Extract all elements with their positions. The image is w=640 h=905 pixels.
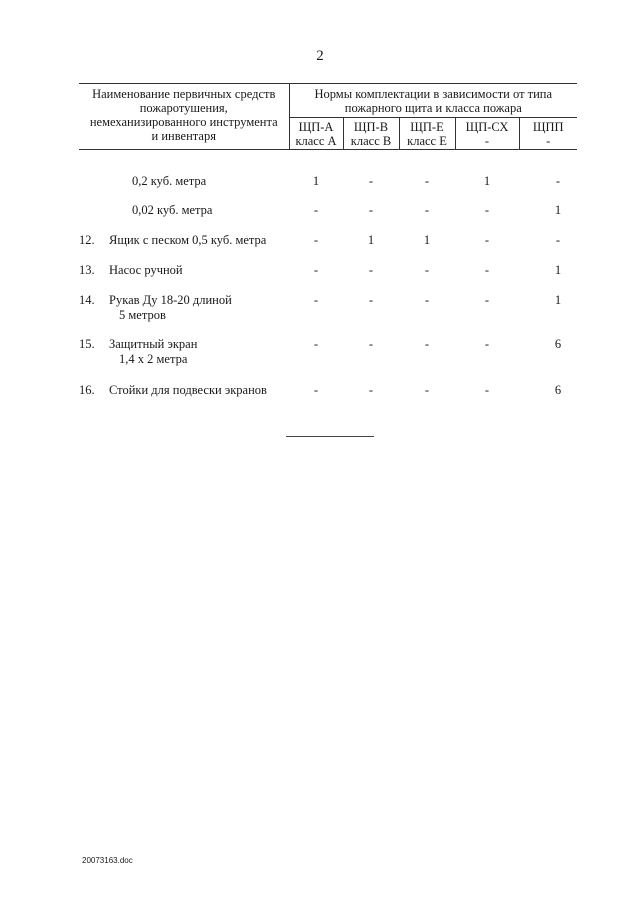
column-header-shp-sh	[455, 118, 519, 150]
column-class: класс В	[350, 134, 392, 148]
norm-value: 6	[554, 337, 562, 351]
header-name-line: Наименование первичных средств	[92, 87, 276, 101]
row-item-name	[109, 189, 289, 218]
norm-value: -	[368, 263, 374, 277]
table-row	[79, 248, 577, 278]
norm-value: -	[313, 203, 319, 217]
row-number	[79, 150, 109, 190]
norm-value: -	[424, 263, 430, 277]
column-class: -	[484, 134, 490, 148]
item-name-line: Защитный экран	[109, 337, 198, 351]
item-name-line: Рукав Ду 18-20 длиной	[109, 293, 232, 307]
column-class: класс А	[295, 134, 337, 148]
header-norms	[289, 84, 577, 118]
norm-value: -	[313, 233, 319, 247]
header-norms-line: пожарного щита и класса пожара	[344, 101, 522, 115]
row-item-name	[109, 323, 289, 367]
row-item-name	[109, 248, 289, 278]
norm-value: 1	[367, 233, 375, 247]
row-item-name	[109, 278, 289, 323]
item-name-line: Ящик с песком 0,5 куб. метра	[109, 233, 267, 247]
norm-value: -	[555, 174, 561, 188]
header-item-name	[79, 84, 289, 150]
row-item-name	[109, 150, 289, 190]
norm-value: 1	[483, 174, 491, 188]
norm-value: -	[368, 383, 374, 397]
closing-divider	[286, 436, 374, 437]
column-header-shp-e	[399, 118, 455, 150]
header-norms-line: Нормы комплектации в зависимости от типа	[314, 87, 553, 101]
item-name-line: 1,4 х 2 метра	[119, 352, 188, 366]
norm-value: -	[313, 337, 319, 351]
row-number: 15.	[79, 337, 95, 351]
table-row	[79, 189, 577, 218]
item-name-line: 5 метров	[119, 308, 166, 322]
row-number: 14.	[79, 293, 95, 307]
norm-value: 6	[554, 383, 562, 397]
column-type: ЩП-СХ	[465, 120, 509, 134]
column-class: -	[546, 134, 551, 148]
norm-value: -	[484, 383, 490, 397]
row-number	[79, 189, 109, 218]
norm-value: -	[313, 293, 319, 307]
norm-value: -	[368, 203, 374, 217]
norm-value: -	[555, 233, 561, 247]
table-row	[79, 367, 577, 398]
norm-value: -	[368, 174, 374, 188]
table-row	[79, 323, 577, 367]
norm-value: -	[368, 337, 374, 351]
norm-value: -	[484, 203, 490, 217]
column-header-shp-b	[343, 118, 399, 150]
norm-value: -	[424, 293, 430, 307]
item-name-line: Стойки для подвески экранов	[109, 383, 267, 397]
row-number: 12.	[79, 233, 95, 247]
norm-value: -	[424, 174, 430, 188]
column-type: ЩПП	[532, 120, 564, 134]
table-row	[79, 278, 577, 323]
table-row	[79, 150, 577, 190]
norm-value: -	[484, 293, 490, 307]
equipment-norms-table	[79, 83, 577, 398]
norm-value: -	[313, 263, 319, 277]
table-body	[79, 150, 577, 399]
norm-value: -	[484, 337, 490, 351]
column-header-shp-a	[289, 118, 343, 150]
item-name-line: 0,02 куб. метра	[132, 203, 213, 217]
norm-value: 1	[554, 203, 562, 217]
row-item-name	[109, 218, 289, 248]
norm-value: 1	[554, 263, 562, 277]
row-item-name	[109, 367, 289, 398]
column-header-shpp	[519, 118, 577, 150]
header-name-line: немеханизированного инструмента	[89, 115, 278, 129]
column-type: ЩП-А	[298, 120, 334, 134]
norm-value: 1	[312, 174, 320, 188]
norm-value: -	[368, 293, 374, 307]
norm-value: -	[484, 263, 490, 277]
item-name-line: 0,2 куб. метра	[132, 174, 207, 188]
norm-value: 1	[554, 293, 562, 307]
column-class: класс Е	[407, 134, 447, 148]
norm-value: -	[484, 233, 490, 247]
footer-filename: 20073163.doc	[82, 856, 133, 865]
column-type: ЩП-Е	[410, 120, 444, 134]
column-type: ЩП-В	[353, 120, 389, 134]
header-name-line: пожаротушения,	[139, 101, 228, 115]
row-number: 16.	[79, 383, 95, 397]
norm-value: -	[424, 337, 430, 351]
norm-value: -	[313, 383, 319, 397]
norm-value: -	[424, 383, 430, 397]
table-row	[79, 218, 577, 248]
item-name-line: Насос ручной	[109, 263, 183, 277]
norm-value: 1	[423, 233, 431, 247]
norm-value: -	[424, 203, 430, 217]
row-number: 13.	[79, 263, 95, 277]
header-name-line: и инвентаря	[151, 129, 216, 143]
page-number: 2	[316, 48, 324, 64]
